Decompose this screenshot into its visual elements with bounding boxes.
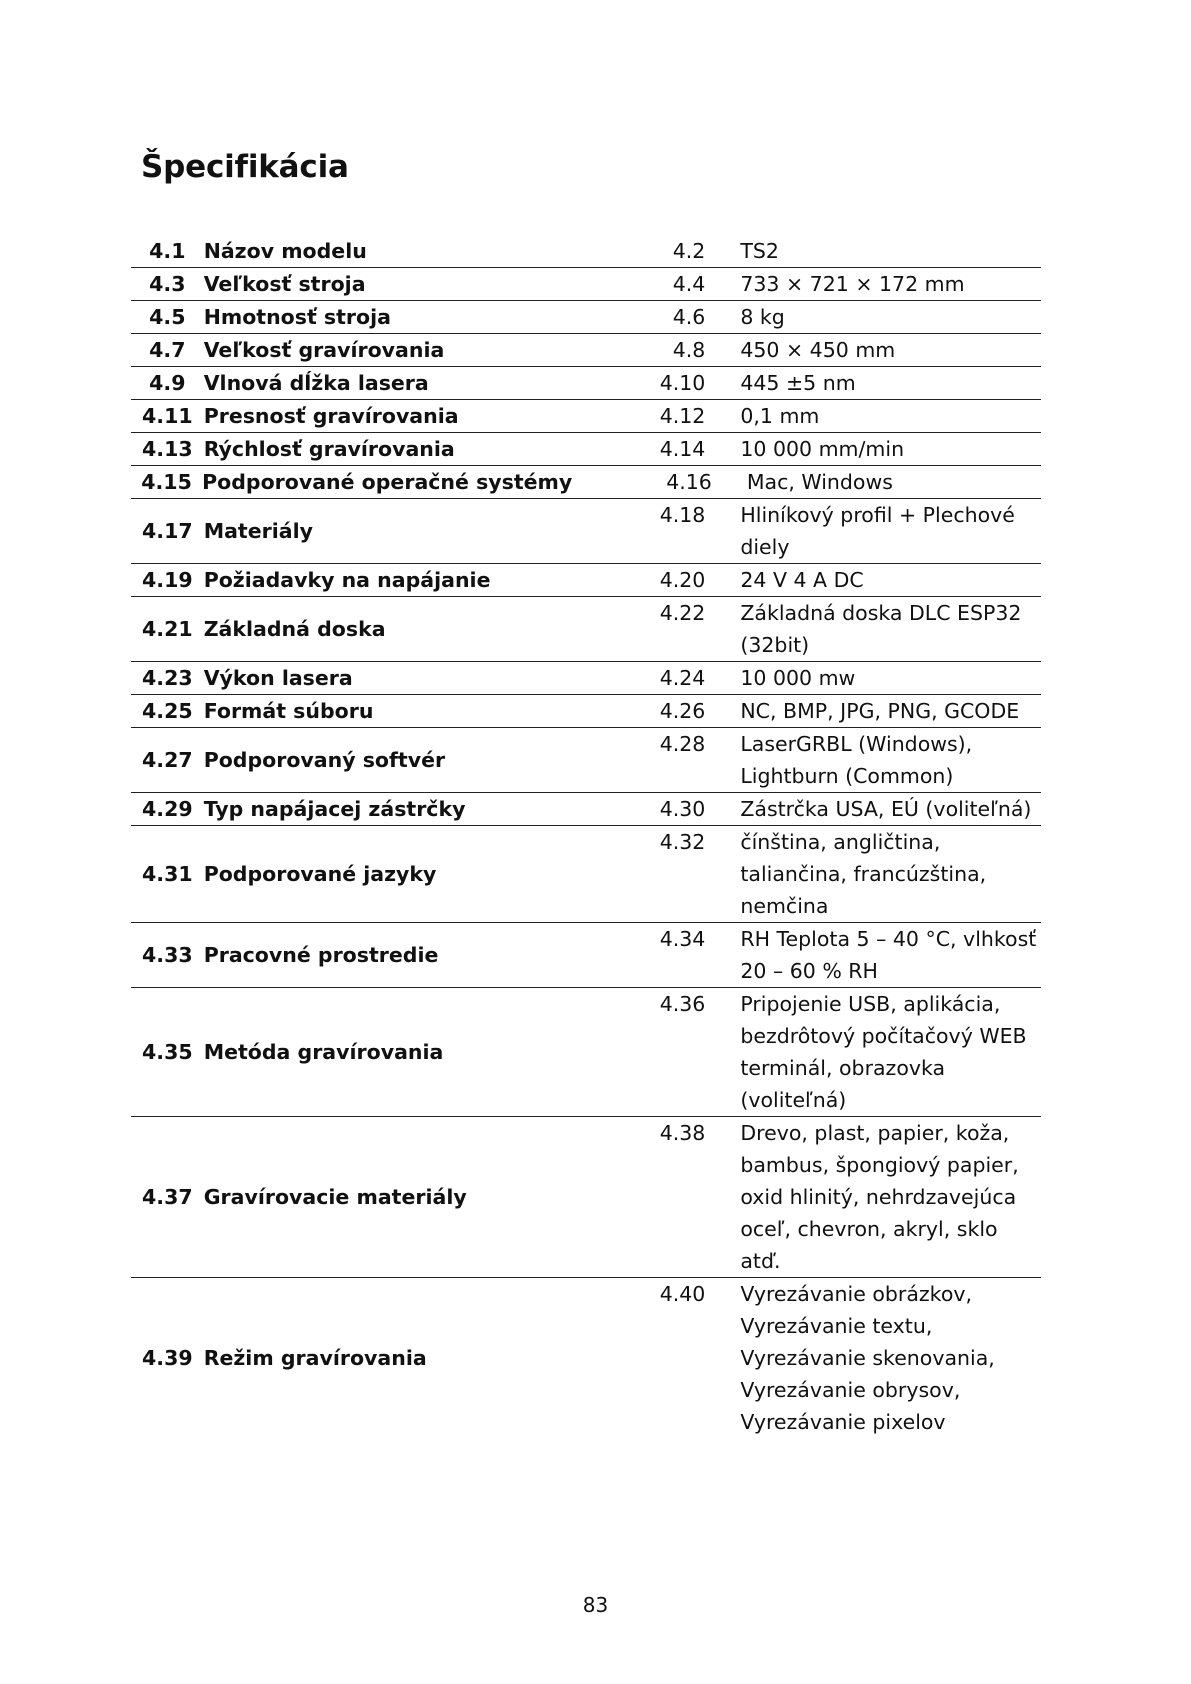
spec-value: Drevo, plast, papier, koža, bambus, špongiový papier, oxid hlinitý, nehrdzavejúca oceľ, chevron, akryl, sklo atď. (740, 1121, 1019, 1273)
spec-row (131, 499, 1041, 564)
spec-value: Zástrčka USA, EÚ (voliteľná) (740, 797, 1032, 821)
spec-id: 4.29 (142, 797, 193, 821)
spec-name: Základná doska (203, 617, 386, 641)
spec-id: 4.25 (142, 699, 193, 723)
spec-id: 4.19 (142, 568, 193, 592)
spec-id: 4.1 (149, 239, 186, 263)
spec-value: RH Teplota 5 – 40 °C, vlhkosť 20 – 60 % RH (740, 927, 1037, 983)
spec-value-id: 4.14 (659, 437, 706, 461)
spec-row (131, 235, 1041, 268)
spec-value: Vyrezávanie obrázkov, Vyrezávanie textu, Vyrezávanie skenovania, Vyrezávanie obrysov, Vyrezávanie pixelov (740, 1282, 995, 1434)
spec-name: Rýchlosť gravírovania (203, 437, 455, 461)
spec-name: Podporovaný softvér (203, 748, 446, 772)
spec-name: Typ napájacej zástrčky (203, 797, 466, 821)
spec-value-id: 4.22 (659, 601, 706, 625)
spec-name: Materiály (203, 519, 313, 543)
spec-value-id: 4.32 (659, 830, 706, 854)
spec-value: 733 × 721 × 172 mm (740, 272, 965, 296)
spec-value-id: 4.30 (659, 797, 706, 821)
spec-value: 450 × 450 mm (740, 338, 896, 362)
spec-id: 4.17 (142, 519, 193, 543)
spec-name: Režim gravírovania (203, 1346, 427, 1370)
spec-id: 4.9 (149, 371, 186, 395)
spec-value: 445 ±5 nm (740, 371, 856, 395)
spec-row (131, 301, 1041, 334)
spec-name: Podporované operačné systémy (202, 470, 573, 494)
spec-value-id: 4.2 (672, 239, 706, 263)
spec-value-id: 4.26 (659, 699, 706, 723)
spec-row (131, 367, 1041, 400)
spec-id: 4.15 (141, 470, 192, 494)
spec-row (131, 662, 1041, 695)
spec-value-id: 4.24 (659, 666, 706, 690)
spec-name: Veľkosť gravírovania (203, 338, 445, 362)
spec-value-id: 4.16 (666, 470, 712, 494)
spec-name: Metóda gravírovania (203, 1040, 444, 1064)
spec-value-id: 4.4 (672, 272, 706, 296)
spec-value-id: 4.40 (659, 1282, 706, 1306)
spec-row (131, 793, 1041, 826)
spec-row (131, 268, 1041, 301)
spec-id: 4.33 (142, 943, 193, 967)
spec-value-id: 4.8 (672, 338, 706, 362)
spec-name: Veľkosť stroja (203, 272, 366, 296)
specification-table (131, 235, 1041, 1438)
spec-value-id: 4.28 (659, 732, 706, 756)
spec-id: 4.13 (142, 437, 193, 461)
spec-row (131, 433, 1041, 466)
spec-value: 0,1 mm (740, 404, 820, 428)
spec-value-id: 4.18 (659, 503, 706, 527)
spec-value-id: 4.10 (659, 371, 706, 395)
spec-name: Výkon lasera (203, 666, 353, 690)
spec-value-id: 4.12 (659, 404, 706, 428)
spec-name: Vlnová dĺžka lasera (203, 371, 429, 395)
spec-id: 4.27 (142, 748, 193, 772)
spec-value: Mac, Windows (746, 470, 893, 494)
spec-row (131, 1278, 1041, 1438)
spec-row (131, 826, 1041, 923)
spec-row (131, 923, 1041, 988)
spec-row (131, 597, 1041, 662)
spec-name: Názov modelu (203, 239, 367, 263)
spec-value: 10 000 mm/min (740, 437, 905, 461)
spec-value: LaserGRBL (Windows), Lightburn (Common) (740, 732, 973, 788)
spec-value-id: 4.6 (672, 305, 706, 329)
spec-id: 4.35 (142, 1040, 193, 1064)
page-number: 83 (582, 1593, 609, 1617)
spec-row (131, 334, 1041, 367)
spec-name: Podporované jazyky (203, 862, 437, 886)
spec-name: Hmotnosť stroja (203, 305, 391, 329)
spec-value-id: 4.20 (659, 568, 706, 592)
spec-name: Gravírovacie materiály (203, 1185, 467, 1209)
spec-value-id: 4.38 (659, 1121, 706, 1145)
spec-row (131, 1117, 1041, 1278)
spec-row (131, 728, 1041, 793)
spec-id: 4.5 (149, 305, 186, 329)
spec-id: 4.37 (142, 1185, 193, 1209)
spec-value: Hliníkový profil + Plechové diely (740, 503, 1015, 559)
spec-id: 4.31 (142, 862, 193, 886)
spec-name: Požiadavky na napájanie (203, 568, 491, 592)
spec-id: 4.39 (142, 1346, 193, 1370)
spec-value: NC, BMP, JPG, PNG, GCODE (740, 699, 1020, 723)
spec-row (131, 564, 1041, 597)
spec-id: 4.21 (142, 617, 193, 641)
spec-value: TS2 (740, 239, 779, 263)
spec-name: Pracovné prostredie (203, 943, 439, 967)
spec-id: 4.11 (142, 404, 193, 428)
spec-value: čínština, angličtina, taliančina, francúzština, nemčina (740, 830, 987, 918)
spec-row (131, 988, 1041, 1117)
spec-row (131, 466, 1041, 499)
page-title: Špecifikácia (141, 149, 349, 185)
spec-value: 24 V 4 A DC (740, 568, 864, 592)
spec-value: Základná doska DLC ESP32 (32bit) (740, 601, 1022, 657)
spec-value: Pripojenie USB, aplikácia, bezdrôtový počítačový WEB terminál, obrazovka (voliteľná) (740, 992, 1027, 1112)
spec-value: 10 000 mw (740, 666, 856, 690)
spec-name: Formát súboru (203, 699, 374, 723)
spec-value-id: 4.34 (659, 927, 706, 951)
spec-id: 4.23 (142, 666, 193, 690)
spec-row (131, 695, 1041, 728)
spec-row (131, 400, 1041, 433)
spec-id: 4.7 (149, 338, 186, 362)
spec-id: 4.3 (149, 272, 186, 296)
spec-value-id: 4.36 (659, 992, 706, 1016)
spec-name: Presnosť gravírovania (203, 404, 459, 428)
spec-value: 8 kg (740, 305, 785, 329)
